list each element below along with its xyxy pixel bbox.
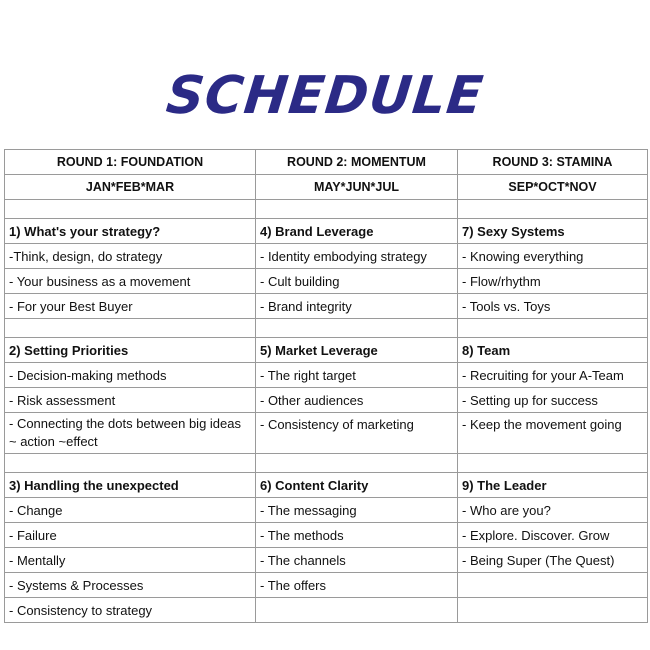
table-cell: - Being Super (The Quest) (458, 548, 648, 573)
table-cell: - Explore. Discover. Grow (458, 523, 648, 548)
round-3-name: ROUND 3: STAMINA (458, 150, 648, 175)
table-cell: - Flow/rhythm (458, 269, 648, 294)
table-cell: - The messaging (256, 498, 458, 523)
topic-8: 8) Team (458, 338, 648, 363)
round-3-months: SEP*OCT*NOV (458, 175, 648, 200)
table-row (5, 523, 648, 548)
topic-2: 2) Setting Priorities (5, 338, 256, 363)
topic-1: 1) What's your strategy? (5, 219, 256, 244)
table-cell: - Other audiences (256, 388, 458, 413)
table-row (5, 498, 648, 523)
topic-row (5, 219, 648, 244)
table-cell: - The offers (256, 573, 458, 598)
round-name-row (5, 150, 648, 175)
table-cell: - Failure (5, 523, 256, 548)
topic-row (5, 473, 648, 498)
spacer-row (5, 319, 648, 338)
table-cell: - Cult building (256, 269, 458, 294)
table-cell: - The right target (256, 363, 458, 388)
table-cell: - Tools vs. Toys (458, 294, 648, 319)
table-cell: - Who are you? (458, 498, 648, 523)
page-title: SCHEDULE (163, 66, 487, 126)
table-cell: - Connecting the dots between big ideas ~ action ~effect (5, 413, 256, 454)
table-cell: - Systems & Processes (5, 573, 256, 598)
table-cell: - Identity embodying strategy (256, 244, 458, 269)
table-row (5, 269, 648, 294)
round-months-row (5, 175, 648, 200)
table-row (5, 598, 648, 623)
table-row (5, 294, 648, 319)
table-cell (458, 598, 648, 623)
table-cell: - Mentally (5, 548, 256, 573)
table-row (5, 363, 648, 388)
table-row (5, 244, 648, 269)
topic-4: 4) Brand Leverage (256, 219, 458, 244)
topic-9: 9) The Leader (458, 473, 648, 498)
spacer-row (5, 200, 648, 219)
table-cell: - Keep the movement going (458, 413, 648, 454)
table-cell: - The channels (256, 548, 458, 573)
topic-3: 3) Handling the unexpected (5, 473, 256, 498)
round-2-name: ROUND 2: MOMENTUM (256, 150, 458, 175)
table-cell (458, 573, 648, 598)
table-cell: -Think, design, do strategy (5, 244, 256, 269)
round-2-months: MAY*JUN*JUL (256, 175, 458, 200)
schedule-table (4, 149, 648, 623)
table-row (5, 548, 648, 573)
table-row (5, 413, 648, 454)
table-cell: - Recruiting for your A-Team (458, 363, 648, 388)
round-1-months: JAN*FEB*MAR (5, 175, 256, 200)
topic-5: 5) Market Leverage (256, 338, 458, 363)
table-cell: - Risk assessment (5, 388, 256, 413)
table-row (5, 388, 648, 413)
table-cell: - For your Best Buyer (5, 294, 256, 319)
table-cell: - Knowing everything (458, 244, 648, 269)
round-1-name: ROUND 1: FOUNDATION (5, 150, 256, 175)
table-cell: - Setting up for success (458, 388, 648, 413)
table-cell: - The methods (256, 523, 458, 548)
table-cell: - Consistency to strategy (5, 598, 256, 623)
table-cell: - Your business as a movement (5, 269, 256, 294)
spacer-row (5, 454, 648, 473)
topic-row (5, 338, 648, 363)
topic-7: 7) Sexy Systems (458, 219, 648, 244)
topic-6: 6) Content Clarity (256, 473, 458, 498)
table-cell (256, 598, 458, 623)
table-cell: - Decision-making methods (5, 363, 256, 388)
table-cell: - Change (5, 498, 256, 523)
table-row (5, 573, 648, 598)
table-cell: - Brand integrity (256, 294, 458, 319)
table-cell: - Consistency of marketing (256, 413, 458, 454)
